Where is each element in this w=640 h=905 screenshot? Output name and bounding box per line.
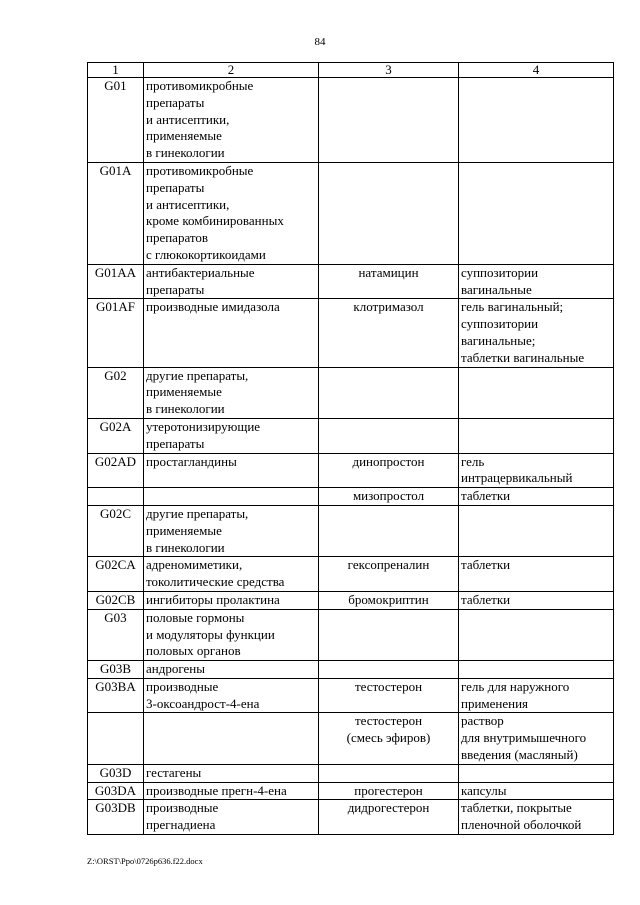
- dosage-form-cell-line: введения (масляный): [461, 747, 578, 763]
- description-cell-line: токолитические средства: [146, 574, 285, 590]
- table-row: [88, 557, 614, 592]
- dosage-form-cell-line: интрацервикальный: [461, 470, 573, 486]
- drug-name-cell-line: прогестерон: [354, 782, 423, 798]
- dosage-form-cell-line: применения: [461, 695, 529, 711]
- description-cell-line: в гинекологии: [146, 539, 225, 555]
- description-cell-line: и антисептики,: [146, 111, 230, 127]
- description-cell: [144, 609, 319, 660]
- description-cell-line: адреномиметики,: [146, 557, 243, 573]
- description-cell-line: с глюкокортикоидами: [146, 246, 266, 262]
- atc-code-cell: G02CA: [88, 557, 144, 592]
- description-cell-line: производные: [146, 678, 219, 694]
- dosage-form-cell-line: вагинальные: [461, 281, 532, 297]
- description-cell: [144, 453, 319, 488]
- drug-name-cell-line: мизопростол: [352, 488, 425, 504]
- description-cell-line: андрогены: [146, 661, 205, 677]
- table-row: [88, 453, 614, 488]
- description-cell-line: другие препараты,: [146, 367, 249, 383]
- drug-name-cell: [319, 764, 459, 782]
- dosage-form-cell: [459, 557, 614, 592]
- drug-name-cell: [319, 488, 459, 506]
- drug-name-cell-line: динопростон: [352, 453, 425, 469]
- description-cell-line: препараты: [146, 94, 205, 110]
- column-header: 2: [144, 63, 319, 78]
- dosage-form-cell: [459, 661, 614, 679]
- table-row: [88, 299, 614, 367]
- description-cell-line: утеротонизирующие: [146, 418, 261, 434]
- drug-name-cell: [319, 609, 459, 660]
- description-cell-line: производные: [146, 800, 219, 816]
- atc-code-cell: G03DB: [88, 800, 144, 835]
- description-cell-line: противомикробные: [146, 78, 254, 93]
- description-cell: [144, 591, 319, 609]
- table-row: [88, 782, 614, 800]
- description-cell: [144, 162, 319, 264]
- dosage-form-cell: [459, 800, 614, 835]
- drug-name-cell: [319, 591, 459, 609]
- dosage-form-cell-line: таблетки: [461, 591, 511, 607]
- description-cell-line: препаратов: [146, 230, 209, 246]
- dosage-form-cell: [459, 591, 614, 609]
- drug-name-cell-line: (смесь эфиров): [346, 730, 431, 746]
- dosage-form-cell: [459, 78, 614, 163]
- description-cell-line: простагландины: [146, 453, 237, 469]
- dosage-form-cell: [459, 609, 614, 660]
- drug-name-cell-line: дидрогестерон: [347, 800, 430, 816]
- drug-name-cell-line: натамицин: [358, 264, 419, 280]
- drug-name-cell: [319, 678, 459, 713]
- dosage-form-cell: [459, 505, 614, 556]
- dosage-form-cell-line: таблетки: [461, 488, 511, 504]
- atc-code-cell: G03: [88, 609, 144, 660]
- atc-code-cell: G01A: [88, 162, 144, 264]
- drug-name-cell: [319, 661, 459, 679]
- dosage-form-cell-line: для внутримышечного: [461, 730, 587, 746]
- dosage-form-cell-line: таблетки: [461, 557, 511, 573]
- dosage-form-cell-line: суппозитории: [461, 264, 539, 280]
- atc-code-cell: G03DA: [88, 782, 144, 800]
- atc-code-cell: G02A: [88, 418, 144, 453]
- drug-name-cell: [319, 367, 459, 418]
- drug-name-cell: [319, 418, 459, 453]
- description-cell-line: антибактериальные: [146, 264, 255, 280]
- atc-code-cell: G03B: [88, 661, 144, 679]
- dosage-form-cell: [459, 418, 614, 453]
- description-cell-line: применяемые: [146, 522, 222, 538]
- description-cell-line: противомикробные: [146, 162, 254, 178]
- drug-name-cell: [319, 453, 459, 488]
- drug-name-cell: [319, 299, 459, 367]
- description-cell: [144, 557, 319, 592]
- description-cell: [144, 264, 319, 299]
- column-header: 3: [319, 63, 459, 78]
- description-cell-line: кроме комбинированных: [146, 213, 284, 229]
- description-cell: [144, 764, 319, 782]
- drug-name-cell: [319, 264, 459, 299]
- page-number: 84: [314, 36, 326, 48]
- drug-name-cell-line: тестостерон: [354, 713, 423, 729]
- atc-code-cell: [88, 488, 144, 506]
- atc-code-cell: G02CB: [88, 591, 144, 609]
- atc-code-cell: G01AF: [88, 299, 144, 367]
- description-cell-line: и антисептики,: [146, 196, 230, 212]
- description-cell: [144, 661, 319, 679]
- description-cell-line: препараты: [146, 281, 205, 297]
- description-cell-line: в гинекологии: [146, 145, 225, 161]
- description-cell-line: препараты: [146, 435, 205, 451]
- description-cell: [144, 299, 319, 367]
- description-cell-line: другие препараты,: [146, 505, 249, 521]
- dosage-form-cell: [459, 488, 614, 506]
- atc-code-cell: G02AD: [88, 453, 144, 488]
- dosage-form-cell-line: таблетки, покрытые: [461, 800, 572, 816]
- table-row: [88, 609, 614, 660]
- drug-name-cell-line: тестостерон: [354, 678, 423, 694]
- table-header-row: [88, 63, 614, 78]
- dosage-form-cell: [459, 162, 614, 264]
- description-cell: [144, 678, 319, 713]
- dosage-form-cell: [459, 299, 614, 367]
- atc-code-cell: G03D: [88, 764, 144, 782]
- description-cell-line: применяемые: [146, 128, 222, 144]
- column-header: 4: [459, 63, 614, 78]
- dosage-form-cell: [459, 264, 614, 299]
- description-cell-line: и модуляторы функции: [146, 626, 275, 642]
- column-header: 1: [88, 63, 144, 78]
- dosage-form-cell-line: гель для наружного: [461, 678, 570, 694]
- dosage-form-cell: [459, 713, 614, 764]
- dosage-form-cell-line: таблетки вагинальные: [461, 349, 585, 365]
- drug-name-cell-line: бромокриптин: [348, 591, 429, 607]
- description-cell-line: половых органов: [146, 643, 241, 659]
- description-cell-line: 3-оксоандрост-4-ена: [146, 695, 260, 711]
- dosage-form-cell-line: капсулы: [461, 782, 507, 798]
- drug-name-cell-line: клотримазол: [353, 299, 424, 315]
- drug-name-cell: [319, 800, 459, 835]
- description-cell-line: прегнадиена: [146, 817, 216, 833]
- table-row: [88, 488, 614, 506]
- atc-code-cell: G01AA: [88, 264, 144, 299]
- description-cell-line: препараты: [146, 179, 205, 195]
- table-row: [88, 713, 614, 764]
- description-cell: [144, 782, 319, 800]
- atc-code-cell: G03BA: [88, 678, 144, 713]
- dosage-form-cell: [459, 453, 614, 488]
- table-row: [88, 505, 614, 556]
- description-cell-line: ингибиторы пролактина: [146, 591, 280, 607]
- dosage-form-cell-line: суппозитории: [461, 316, 539, 332]
- drug-name-cell: [319, 557, 459, 592]
- table-row: [88, 591, 614, 609]
- atc-code-cell: [88, 713, 144, 764]
- drug-name-cell: [319, 78, 459, 163]
- dosage-form-cell: [459, 678, 614, 713]
- dosage-form-cell: [459, 367, 614, 418]
- dosage-form-cell-line: гель вагинальный;: [461, 299, 564, 315]
- drug-name-cell: [319, 713, 459, 764]
- description-cell-line: гестагены: [146, 764, 202, 780]
- description-cell: [144, 713, 319, 764]
- table-row: [88, 162, 614, 264]
- atc-code-cell: G02C: [88, 505, 144, 556]
- drug-name-cell: [319, 505, 459, 556]
- description-cell: [144, 505, 319, 556]
- description-cell: [144, 800, 319, 835]
- dosage-form-cell-line: гель: [461, 453, 485, 469]
- atc-code-cell: G02: [88, 367, 144, 418]
- file-path-footer: Z:\ORST\Ppo\0726p636.f22.docx: [87, 856, 203, 866]
- dosage-form-cell-line: вагинальные;: [461, 332, 536, 348]
- description-cell-line: в гинекологии: [146, 401, 225, 417]
- description-cell-line: производные прегн-4-ена: [146, 782, 287, 798]
- description-cell-line: применяемые: [146, 384, 222, 400]
- description-cell: [144, 78, 319, 163]
- table-row: [88, 678, 614, 713]
- drug-classification-table: [87, 62, 614, 835]
- atc-code-cell: G01: [88, 78, 144, 163]
- description-cell-line: половые гормоны: [146, 609, 245, 625]
- description-cell-line: производные имидазола: [146, 299, 280, 315]
- table-row: [88, 800, 614, 835]
- drug-name-cell: [319, 782, 459, 800]
- table-row: [88, 418, 614, 453]
- table-row: [88, 367, 614, 418]
- drug-name-cell-line: гексопреналин: [347, 557, 430, 573]
- table-row: [88, 264, 614, 299]
- description-cell: [144, 367, 319, 418]
- description-cell: [144, 418, 319, 453]
- description-cell: [144, 488, 319, 506]
- dosage-form-cell-line: пленочной оболочкой: [461, 817, 582, 833]
- dosage-form-cell-line: раствор: [461, 713, 504, 729]
- table-row: [88, 764, 614, 782]
- drug-name-cell: [319, 162, 459, 264]
- dosage-form-cell: [459, 764, 614, 782]
- dosage-form-cell: [459, 782, 614, 800]
- table-row: [88, 78, 614, 163]
- table-row: [88, 661, 614, 679]
